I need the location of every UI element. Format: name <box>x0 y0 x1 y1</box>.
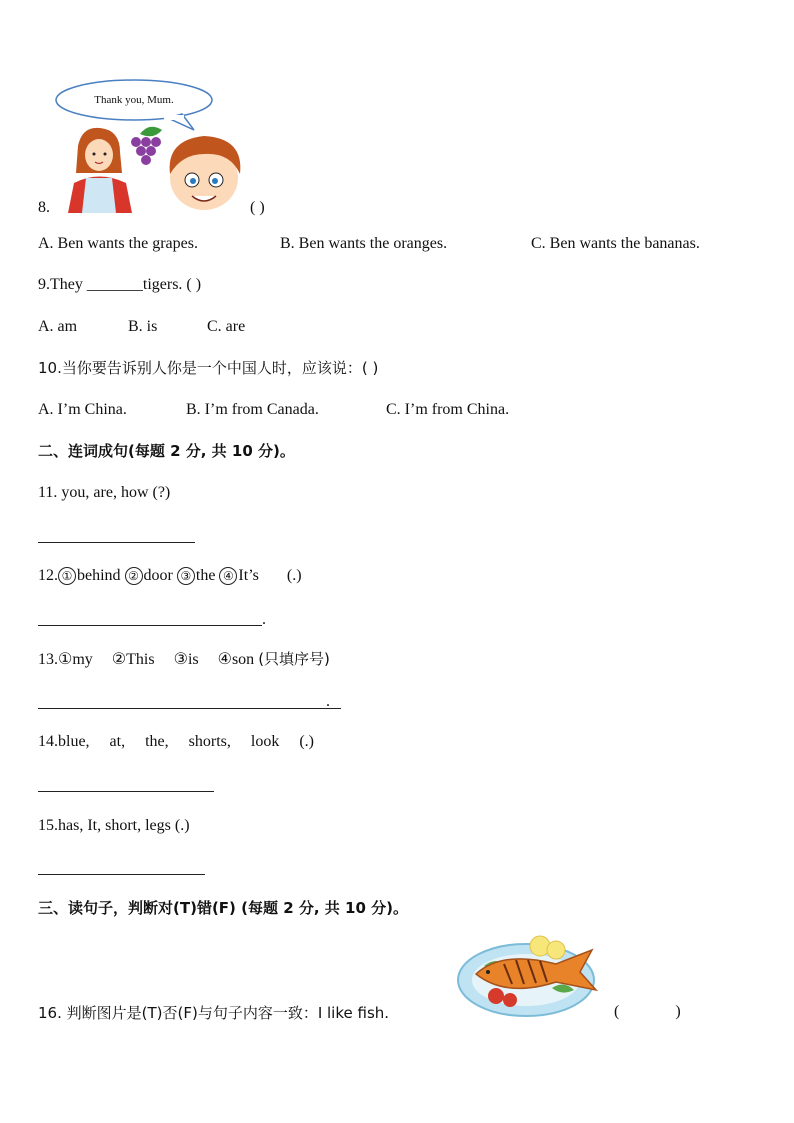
q8-answer-bracket[interactable]: ( ) <box>250 199 265 216</box>
section-3-heading: 三、读句子，判断对(T)错(F) (每题 2 分, 共 10 分)。 <box>38 899 408 917</box>
q8-option-a[interactable]: A. Ben wants the grapes. <box>38 235 198 252</box>
q12-circle-1: ① <box>58 567 76 585</box>
q12-word-2: door <box>143 567 177 584</box>
speech-bubble-text: Thank you, Mum. <box>94 94 174 106</box>
q12-circle-4: ④ <box>219 567 237 585</box>
q12-answer-line[interactable] <box>38 625 262 626</box>
mother-figure <box>68 128 132 213</box>
q10-option-a[interactable]: A. I’m China. <box>38 401 127 418</box>
q9-option-c[interactable]: C. are <box>207 318 246 335</box>
q15-answer-line[interactable] <box>38 874 205 875</box>
q13-answer-line[interactable] <box>38 708 341 709</box>
q12-word-4: It’s <box>238 567 259 584</box>
section-2-heading: 二、连词成句(每题 2 分, 共 10 分)。 <box>38 442 295 460</box>
q12-circle-2: ② <box>125 567 143 585</box>
q8-number: 8. <box>38 199 50 216</box>
q13-item-4: ④son <box>217 651 255 668</box>
q16-answer-bracket[interactable]: ( ) <box>614 1003 681 1020</box>
q13-item-3: ③is <box>173 651 199 668</box>
q12-stem <box>38 566 302 586</box>
q9-option-a[interactable]: A. am <box>38 318 78 335</box>
q12-end-mark: . <box>262 611 266 628</box>
q13-item-2: ②This <box>111 651 155 668</box>
grapes <box>131 127 162 165</box>
q13-note: (只填序号) <box>258 650 330 668</box>
fish-plate-illustration <box>456 936 606 1020</box>
q13-end-mark: . <box>326 693 330 710</box>
q11-stem: 11. you, are, how (?) <box>38 484 171 501</box>
boy-figure <box>170 136 241 210</box>
q14-stem: 14.blue, at, the, shorts, look (.) <box>38 733 314 750</box>
q11-answer-line[interactable] <box>38 542 195 543</box>
q9-option-b[interactable]: B. is <box>128 318 158 335</box>
q12-punctuation: (.) <box>286 567 302 584</box>
q8-option-b[interactable]: B. Ben wants the oranges. <box>280 235 448 252</box>
q9-stem: 9.They _______tigers. ( ) <box>38 276 202 293</box>
q14-answer-line[interactable] <box>38 791 214 792</box>
q10-option-c[interactable]: C. I’m from China. <box>386 401 510 418</box>
q12-circle-3: ③ <box>177 567 195 585</box>
q13-item-1: ①my <box>58 651 93 668</box>
q12-word-1: behind <box>77 567 125 584</box>
q8-option-c[interactable]: C. Ben wants the bananas. <box>531 235 700 252</box>
q16-stem: 16. 判断图片是(T)否(F)与句子内容一致：I like fish. <box>38 1004 390 1022</box>
q10-option-b[interactable]: B. I’m from Canada. <box>186 401 319 418</box>
q13-stem <box>38 649 330 670</box>
q12-prefix: 12. <box>38 567 58 584</box>
q12-word-3: the <box>195 567 220 584</box>
q13-prefix: 13. <box>38 651 58 668</box>
q8-illustration <box>54 78 254 213</box>
q10-stem: 10.当你要告诉别人你是一个中国人时，应该说：( ) <box>38 359 379 377</box>
q15-stem: 15.has, It, short, legs (.) <box>38 817 190 834</box>
